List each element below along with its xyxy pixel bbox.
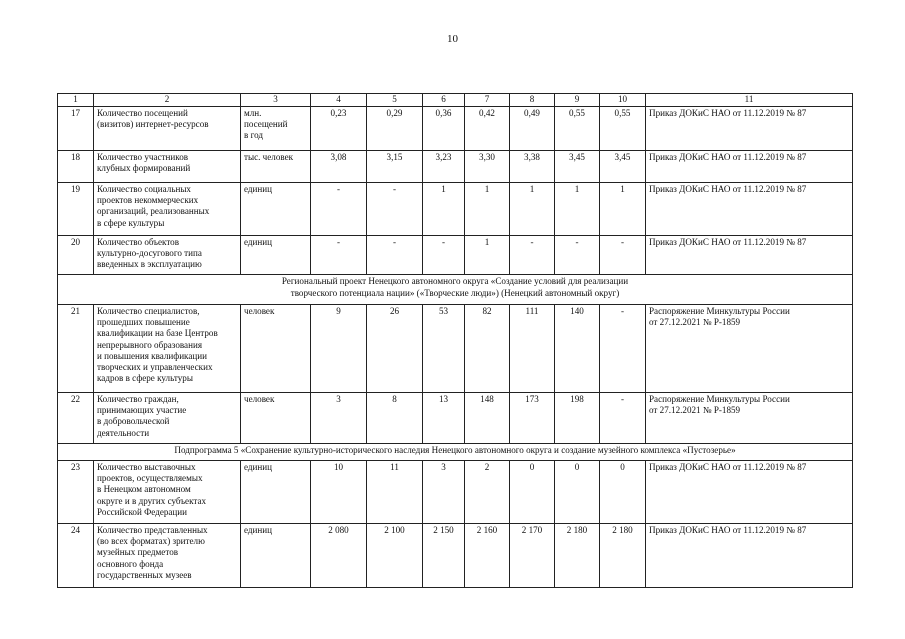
column-number-4: 4 <box>311 94 367 107</box>
cell-line: единиц <box>244 525 273 535</box>
value-4: - <box>311 183 367 236</box>
header-row <box>58 94 853 107</box>
value-4: 9 <box>311 305 367 393</box>
value-10: - <box>600 393 646 444</box>
table-row <box>58 461 853 524</box>
column-number-3: 3 <box>241 94 311 107</box>
indicator-name <box>94 183 241 236</box>
value-9: - <box>555 236 600 275</box>
cell-line: единиц <box>244 462 273 472</box>
cell-line: Распоряжение Минкультуры России <box>649 306 790 316</box>
cell-line: от 27.12.2021 № Р-1859 <box>649 317 741 328</box>
unit <box>241 393 311 444</box>
value-10: 0,55 <box>600 107 646 151</box>
value-6: 2 150 <box>423 524 465 588</box>
value-4: - <box>311 236 367 275</box>
cell-line: Приказ ДОКиС НАО от 11.12.2019 № 87 <box>649 152 807 162</box>
cell-line: Приказ ДОКиС НАО от 11.12.2019 № 87 <box>649 525 807 535</box>
value-7: 2 <box>465 461 510 524</box>
value-8: 0,49 <box>510 107 555 151</box>
table-row <box>58 183 853 236</box>
cell-line: Количество выставочных <box>97 462 196 472</box>
column-number-2: 2 <box>94 94 241 107</box>
row-number: 20 <box>58 236 94 275</box>
section-title <box>58 275 853 305</box>
cell-line: Количество представленных <box>97 525 208 535</box>
basis-document <box>646 461 853 524</box>
indicator-name <box>94 305 241 393</box>
value-4: 0,23 <box>311 107 367 151</box>
table-row <box>58 107 853 151</box>
value-10: - <box>600 305 646 393</box>
row-number: 21 <box>58 305 94 393</box>
cell-line: Приказ ДОКиС НАО от 11.12.2019 № 87 <box>649 237 807 247</box>
value-5: 26 <box>367 305 423 393</box>
value-4: 10 <box>311 461 367 524</box>
indicator-name <box>94 393 241 444</box>
cell-line: человек <box>244 306 275 316</box>
value-9: 3,45 <box>555 151 600 183</box>
cell-line: единиц <box>244 184 273 194</box>
value-6: 3,23 <box>423 151 465 183</box>
cell-line: от 27.12.2021 № Р-1859 <box>649 405 741 416</box>
cell-line: человек <box>244 394 275 404</box>
unit <box>241 305 311 393</box>
table-row <box>58 393 853 444</box>
cell-line: Количество специалистов, <box>97 306 200 316</box>
cell-line: проектов, осуществляемых <box>97 473 203 484</box>
cell-line: и повышения квалификации <box>97 350 207 361</box>
value-10: 3,45 <box>600 151 646 183</box>
unit <box>241 183 311 236</box>
cell-line: (во всех форматах) зрителю <box>97 536 205 547</box>
cell-line: деятельности <box>97 427 150 438</box>
cell-line: Российской Федерации <box>97 506 188 517</box>
value-7: 0,42 <box>465 107 510 151</box>
value-7: 1 <box>465 236 510 275</box>
cell-line: Приказ ДОКиС НАО от 11.12.2019 № 87 <box>649 462 807 472</box>
indicator-name <box>94 151 241 183</box>
basis-document <box>646 151 853 183</box>
value-5: 3,15 <box>367 151 423 183</box>
section-row <box>58 275 853 305</box>
cell-line: государственных музеев <box>97 569 192 580</box>
value-7: 82 <box>465 305 510 393</box>
cell-line: единиц <box>244 237 273 247</box>
basis-document <box>646 236 853 275</box>
cell-line: введенных в эксплуатацию <box>97 259 202 270</box>
cell-line: непрерывного образования <box>97 339 203 350</box>
cell-line: Приказ ДОКиС НАО от 11.12.2019 № 87 <box>649 108 807 118</box>
cell-line: млн. <box>244 108 262 118</box>
basis-document <box>646 107 853 151</box>
value-10: 2 180 <box>600 524 646 588</box>
cell-line: культурно-досугового типа <box>97 248 202 259</box>
basis-document <box>646 183 853 236</box>
value-10: 0 <box>600 461 646 524</box>
cell-line: творческого потенциала нации» («Творческие люди») (Ненецкий автономный округ) <box>290 287 620 298</box>
value-6: 0,36 <box>423 107 465 151</box>
value-8: - <box>510 236 555 275</box>
basis-document <box>646 305 853 393</box>
basis-document <box>646 393 853 444</box>
column-number-1: 1 <box>58 94 94 107</box>
value-7: 3,30 <box>465 151 510 183</box>
cell-line: Количество участников <box>97 152 189 162</box>
table-row <box>58 305 853 393</box>
cell-line: принимающих участие <box>97 405 187 416</box>
cell-line: прошедших повышение <box>97 317 190 328</box>
cell-line: основного фонда <box>97 558 164 569</box>
cell-line: в сфере культуры <box>97 217 165 228</box>
value-8: 111 <box>510 305 555 393</box>
value-9: 140 <box>555 305 600 393</box>
unit <box>241 236 311 275</box>
indicator-name <box>94 461 241 524</box>
indicator-name <box>94 107 241 151</box>
row-number: 23 <box>58 461 94 524</box>
unit <box>241 461 311 524</box>
cell-line: Распоряжение Минкультуры России <box>649 394 790 404</box>
cell-line: организаций, реализованных <box>97 206 210 217</box>
value-6: 1 <box>423 183 465 236</box>
section-row <box>58 444 853 461</box>
value-6: 13 <box>423 393 465 444</box>
value-8: 1 <box>510 183 555 236</box>
cell-line: посещений <box>244 119 288 130</box>
row-number: 17 <box>58 107 94 151</box>
cell-line: Количество посещений <box>97 108 188 118</box>
cell-line: Количество граждан, <box>97 394 179 404</box>
section-title <box>58 444 853 461</box>
cell-line: в Ненецком автономном <box>97 484 191 495</box>
value-10: - <box>600 236 646 275</box>
cell-line: Региональный проект Ненецкого автономного округа «Создание условий для реализации <box>281 276 629 286</box>
value-9: 198 <box>555 393 600 444</box>
cell-line: квалификации на базе Центров <box>97 328 218 339</box>
cell-line: в год <box>244 130 263 141</box>
indicator-name <box>94 236 241 275</box>
unit <box>241 151 311 183</box>
value-7: 1 <box>465 183 510 236</box>
table-row <box>58 151 853 183</box>
value-4: 2 080 <box>311 524 367 588</box>
value-8: 173 <box>510 393 555 444</box>
column-number-6: 6 <box>423 94 465 107</box>
value-7: 148 <box>465 393 510 444</box>
value-8: 3,38 <box>510 151 555 183</box>
cell-line: (визитов) интернет-ресурсов <box>97 119 209 130</box>
table-row <box>58 236 853 275</box>
value-9: 1 <box>555 183 600 236</box>
cell-line: Подпрограмма 5 «Сохранение культурно-исторического наследия Ненецкого автономного округа и создание музейного комплекса «Пустозерье» <box>174 445 736 455</box>
basis-document <box>646 524 853 588</box>
unit <box>241 524 311 588</box>
column-number-5: 5 <box>367 94 423 107</box>
row-number: 24 <box>58 524 94 588</box>
value-5: 11 <box>367 461 423 524</box>
page-number: 10 <box>447 33 458 45</box>
cell-line: творческих и управленческих <box>97 362 213 373</box>
cell-line: кадров в сфере культуры <box>97 373 193 384</box>
value-5: - <box>367 236 423 275</box>
value-7: 2 160 <box>465 524 510 588</box>
value-4: 3,08 <box>311 151 367 183</box>
value-5: 0,29 <box>367 107 423 151</box>
value-10: 1 <box>600 183 646 236</box>
cell-line: Количество объектов <box>97 237 180 247</box>
row-number: 22 <box>58 393 94 444</box>
column-number-11: 11 <box>646 94 853 107</box>
column-number-10: 10 <box>600 94 646 107</box>
column-number-9: 9 <box>555 94 600 107</box>
value-6: - <box>423 236 465 275</box>
indicators-table <box>57 93 853 588</box>
cell-line: округе и в других субъектах <box>97 495 207 506</box>
cell-line: Количество социальных <box>97 184 191 194</box>
cell-line: тыс. человек <box>244 152 294 162</box>
value-8: 0 <box>510 461 555 524</box>
cell-line: Приказ ДОКиС НАО от 11.12.2019 № 87 <box>649 184 807 194</box>
column-number-7: 7 <box>465 94 510 107</box>
value-4: 3 <box>311 393 367 444</box>
cell-line: клубных формирований <box>97 163 191 174</box>
value-5: 8 <box>367 393 423 444</box>
cell-line: музейных предметов <box>97 547 179 558</box>
value-9: 0 <box>555 461 600 524</box>
value-5: - <box>367 183 423 236</box>
value-6: 3 <box>423 461 465 524</box>
value-9: 2 180 <box>555 524 600 588</box>
cell-line: в добровольческой <box>97 416 170 427</box>
value-6: 53 <box>423 305 465 393</box>
value-5: 2 100 <box>367 524 423 588</box>
column-number-8: 8 <box>510 94 555 107</box>
value-9: 0,55 <box>555 107 600 151</box>
indicator-name <box>94 524 241 588</box>
value-8: 2 170 <box>510 524 555 588</box>
unit <box>241 107 311 151</box>
cell-line: проектов некоммерческих <box>97 195 199 206</box>
table-row <box>58 524 853 588</box>
row-number: 18 <box>58 151 94 183</box>
row-number: 19 <box>58 183 94 236</box>
